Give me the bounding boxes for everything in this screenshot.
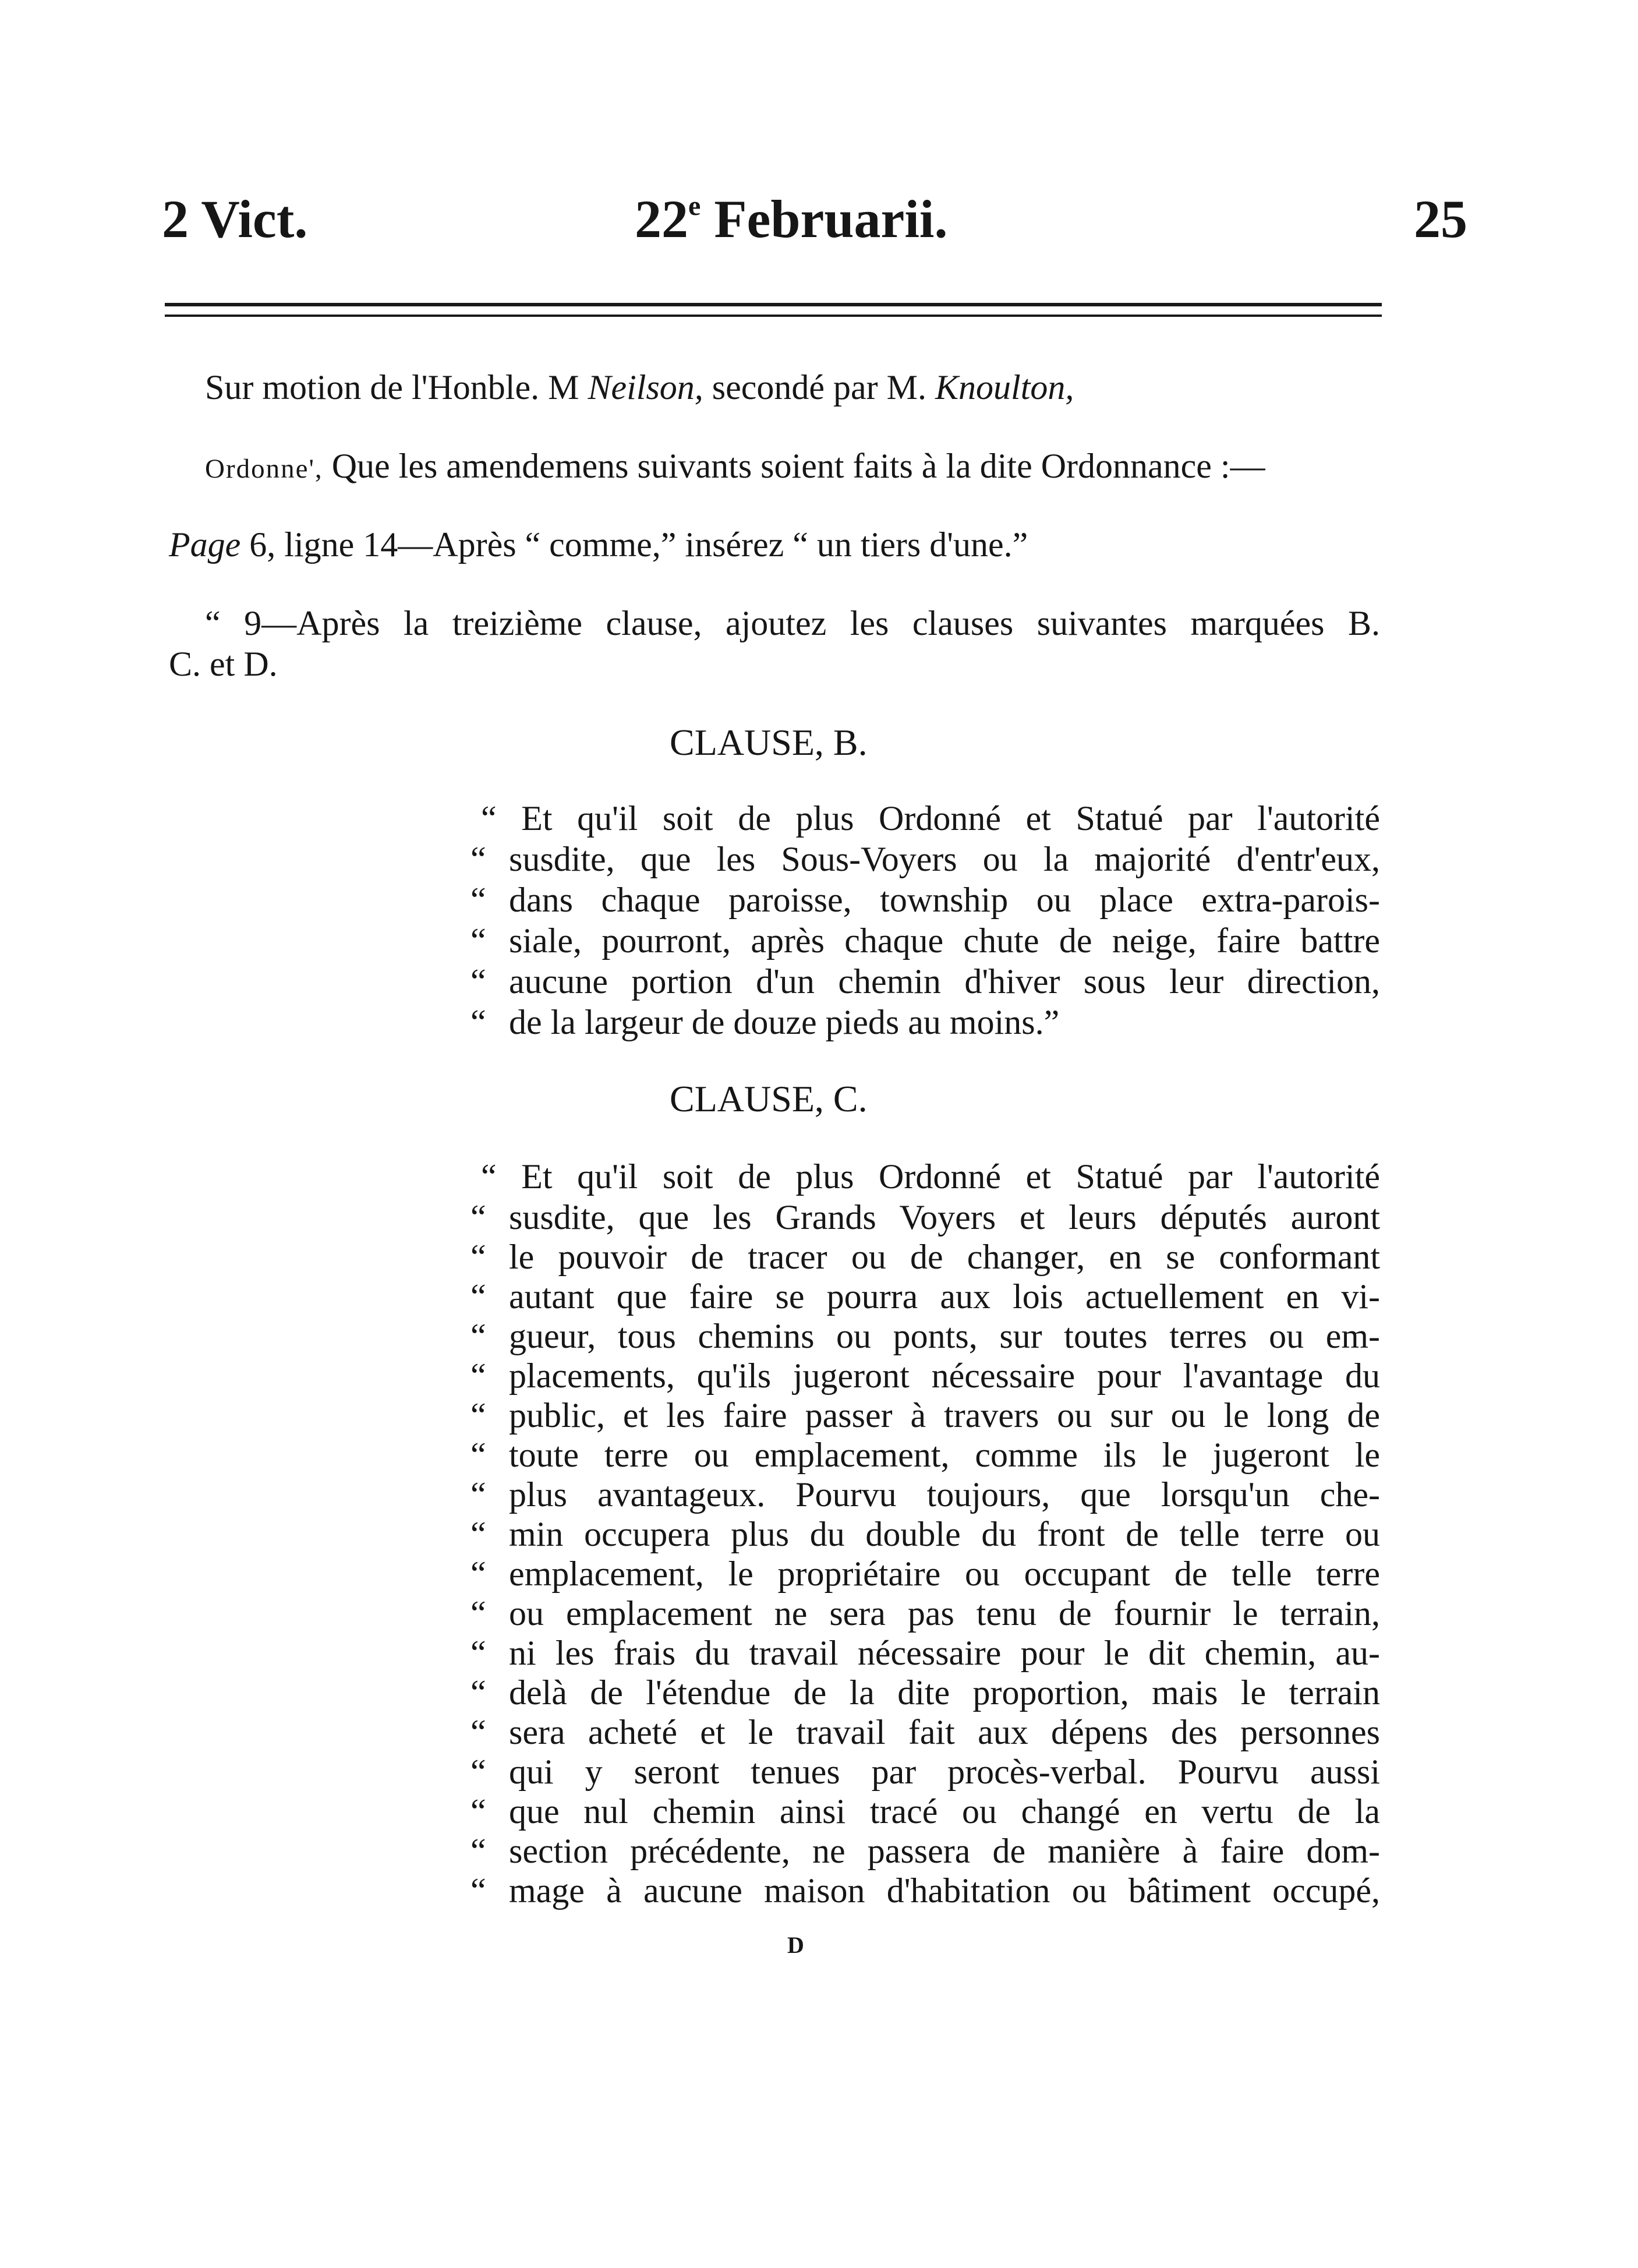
- clause-c-line: gueur, tous chemins ou ponts, sur toutes terres ou em-: [509, 1317, 1380, 1355]
- clause-c-heading: CLAUSE, C.: [670, 1078, 868, 1119]
- motion-prefix: Sur motion de l'Honble. M: [205, 368, 588, 407]
- quote-mark: “: [470, 881, 486, 919]
- clause-c-line: que nul chemin ainsi tracé ou changé en vertu de la: [509, 1792, 1380, 1831]
- clause-b-line-text: siale, pourront, après chaque chute de neige, faire battre: [509, 921, 1380, 960]
- quote-mark: “: [470, 1436, 486, 1474]
- quote-mark: “: [470, 962, 486, 1001]
- amendment-page-line: [169, 527, 1028, 562]
- clause-c-line: qui y seront tenues par procès-verbal. Pourvu aussi: [509, 1753, 1380, 1791]
- page-number: 25: [1414, 189, 1467, 249]
- amendment-page-text: 6, ligne 14—Après “ comme,” insérez “ un tiers d'une.”: [240, 525, 1028, 564]
- clause-c-line: ou emplacement ne sera pas tenu de fournir le terrain,: [509, 1594, 1380, 1633]
- clause-c-line: public, et les faire passer à travers ou sur ou le long de: [509, 1396, 1380, 1435]
- quote-mark: “: [470, 921, 486, 960]
- clause-c-line: ni les frais du travail nécessaire pour le dit chemin, au-: [509, 1634, 1380, 1672]
- header-rule-thin: [165, 315, 1382, 317]
- quote-mark: “: [470, 1238, 486, 1276]
- clause-c-line: toute terre ou emplacement, comme ils le jugeront le: [509, 1436, 1380, 1474]
- quote-mark: “: [470, 1356, 486, 1395]
- seconder-name: Knoulton,: [935, 368, 1074, 407]
- amendment-9-line-1: “ 9—Après la treizième clause, ajoutez les clauses suivantes marquées B.: [205, 604, 1380, 642]
- order-line: [205, 448, 1265, 483]
- clause-c-line: section précédente, ne passera de manière à faire dom-: [509, 1832, 1380, 1870]
- order-text: Que les amendemens suivants soient faits à la dite Ordonnance :—: [323, 447, 1265, 485]
- clause-b-line-text: aucune portion d'un chemin d'hiver sous leur direction,: [509, 962, 1380, 1001]
- clause-b-line: [470, 882, 509, 917]
- clause-c-line: “ Et qu'il soit de plus Ordonné et Statué par l'autorité: [481, 1157, 1380, 1196]
- clause-c-line: susdite, que les Grands Voyers et leurs députés auront: [509, 1198, 1380, 1237]
- quote-mark: “: [470, 1475, 486, 1514]
- quote-mark: “: [470, 1515, 486, 1553]
- quote-mark: “: [470, 1277, 486, 1316]
- header-day: 22: [635, 189, 688, 249]
- order-keyword: Ordonne',: [205, 454, 323, 484]
- page-word: Page: [169, 525, 241, 564]
- header-rule-thick: [165, 303, 1382, 306]
- quote-mark: “: [470, 1003, 486, 1041]
- clause-b-line: [470, 964, 509, 999]
- clause-c-line: emplacement, le propriétaire ou occupant de telle terre: [509, 1555, 1380, 1593]
- quote-mark: “: [470, 1753, 486, 1791]
- clause-b-line: [470, 842, 509, 877]
- header-month: Februarii.: [714, 189, 948, 249]
- signature-mark: D: [787, 1932, 804, 1958]
- quote-mark: “: [470, 1198, 486, 1237]
- clause-c-line: autant que faire se pourra aux lois actuellement en vi-: [509, 1277, 1380, 1316]
- clause-c-line: placements, qu'ils jugeront nécessaire pour l'avantage du: [509, 1356, 1380, 1395]
- quote-mark: “: [470, 1317, 486, 1355]
- clause-c-line: le pouvoir de tracer ou de changer, en se conformant: [509, 1238, 1380, 1276]
- clause-c-line: plus avantageux. Pourvu toujours, que lorsqu'un che-: [509, 1475, 1380, 1514]
- clause-c-line: delà de l'étendue de la dite proportion, mais le terrain: [509, 1673, 1380, 1712]
- clause-b-line: “ Et qu'il soit de plus Ordonné et Statué par l'autorité: [481, 799, 1380, 838]
- quote-mark: “: [470, 1594, 486, 1633]
- quote-mark: “: [470, 840, 486, 878]
- quote-mark: “: [470, 1555, 486, 1593]
- clause-c-line: min occupera plus du double du front de telle terre ou: [509, 1515, 1380, 1553]
- quote-mark: “: [470, 1634, 486, 1672]
- header-date: [635, 189, 1159, 249]
- clause-b-heading: CLAUSE, B.: [670, 722, 868, 763]
- mover-name: Neilson,: [588, 368, 703, 407]
- clause-c-line: sera acheté et le travail fait aux dépens des personnes: [509, 1713, 1380, 1751]
- clause-b-line-text: de la largeur de douze pieds au moins.”: [509, 1003, 1060, 1041]
- clause-b-line: [470, 1005, 509, 1040]
- quote-mark: “: [470, 1871, 486, 1910]
- amendment-9-line-2: C. et D.: [169, 645, 278, 683]
- quote-mark: “: [470, 1673, 486, 1712]
- quote-mark: “: [470, 1832, 486, 1870]
- clause-b-line-text: susdite, que les Sous-Voyers ou la majorité d'entr'eux,: [509, 840, 1380, 878]
- header-regnal-year: 2 Vict.: [162, 189, 308, 249]
- motion-line: [205, 370, 1074, 405]
- header-day-suffix: e: [688, 190, 701, 221]
- clause-b-line: [470, 923, 509, 958]
- quote-mark: “: [470, 1792, 486, 1831]
- quote-mark: “: [470, 1713, 486, 1751]
- quote-mark: “: [470, 1396, 486, 1435]
- clause-c-line: mage à aucune maison d'habitation ou bâtiment occupé,: [509, 1871, 1380, 1910]
- clause-b-line-text: dans chaque paroisse, township ou place extra-parois-: [509, 881, 1380, 919]
- seconder-prefix: secondé par M.: [703, 368, 935, 407]
